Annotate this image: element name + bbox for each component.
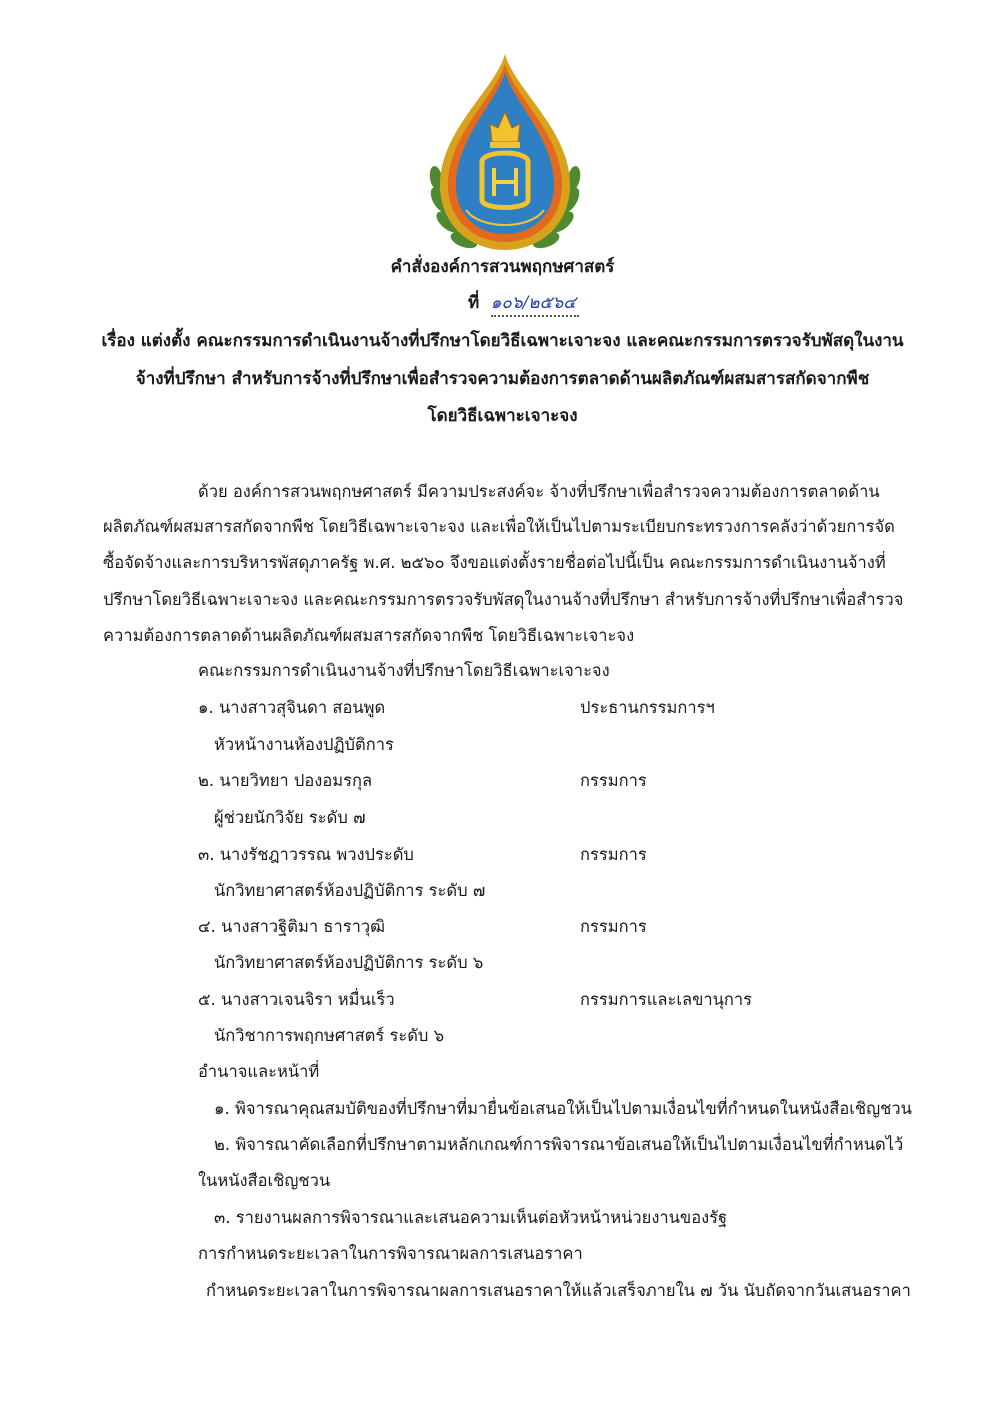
member-5-position: นักวิชาการพฤกษศาสตร์ ระดับ ๖ (214, 1026, 445, 1045)
duty-2-continued: ในหนังสือเชิญชวน (198, 1171, 331, 1190)
intro-line-2: ผลิตภัณฑ์ผสมสารสกัดจากพืช โดยวิธีเฉพาะเจาะจง และเพื่อให้เป็นไปตามระเบียบกระทรวงการคลังว่าด้วยการจัด (103, 517, 895, 536)
timeframe-text: กำหนดระยะเวลาในการพิจารณาผลการเสนอราคาให้แล้วเสร็จภายใน ๗ วัน นับถัดจากวันเสนอราคา (206, 1281, 911, 1300)
duty-1: ๑. พิจารณาคุณสมบัติของที่ปรึกษาที่มายื่นข้อเสนอให้เป็นไปตามเงื่อนไขที่กำหนดในหนังสือเชิญชวน (214, 1099, 912, 1118)
order-number-value: ๑๐๖/๒๕๖๔ (491, 291, 579, 317)
subject-line-1: เรื่อง แต่งตั้ง คณะกรรมการดำเนินงานจ้างที่ปรึกษาโดยวิธีเฉพาะเจาะจง และคณะกรรมการตรวจรับพัสดุในงาน (101, 331, 904, 351)
member-3-name: ๓. นางรัชฎาวรรณ พวงประดับ (198, 845, 414, 864)
subject-line-2: จ้างที่ปรึกษา สำหรับการจ้างที่ปรึกษาเพื่อสำรวจความต้องการตลาดด้านผลิตภัณฑ์ผสมสารสกัดจากพืช (135, 369, 870, 389)
member-4-role: กรรมการ (580, 917, 647, 936)
order-title: คำสั่งองค์การสวนพฤกษศาสตร์ (390, 257, 615, 277)
duty-2: ๒. พิจารณาคัดเลือกที่ปรึกษาตามหลักเกณฑ์การพิจารณาข้อเสนอให้เป็นไปตามเงื่อนไขที่กำหนดไว้ (214, 1135, 904, 1154)
timeframe-heading: การกำหนดระยะเวลาในการพิจารณาผลการเสนอราคา (198, 1244, 583, 1263)
duties-heading: อำนาจและหน้าที่ (198, 1062, 320, 1081)
committee-heading: คณะกรรมการดำเนินงานจ้างที่ปรึกษาโดยวิธีเฉพาะเจาะจง (198, 661, 610, 680)
order-number (468, 291, 579, 317)
member-1-name: ๑. นางสาวสุจินดา สอนพูด (198, 698, 386, 717)
order-number-label: ที่ (468, 293, 480, 313)
intro-line-4: ปรึกษาโดยวิธีเฉพาะเจาะจง และคณะกรรมการตรวจรับพัสดุในงานจ้างที่ปรึกษา สำหรับการจ้างที่ปรึกษาเพื่อสำรวจ (103, 590, 904, 609)
member-2-role: กรรมการ (580, 771, 647, 790)
member-2-position: ผู้ช่วยนักวิจัย ระดับ ๗ (214, 808, 366, 827)
member-4-name: ๔. นางสาวฐิติมา ธาราวุฒิ (198, 917, 386, 936)
intro-line-1: ด้วย องค์การสวนพฤกษศาสตร์ มีความประสงค์จะ จ้างที่ปรึกษาเพื่อสำรวจความต้องการตลาดด้าน (198, 482, 880, 501)
member-4-position: นักวิทยาศาสตร์ห้องปฏิบัติการ ระดับ ๖ (214, 953, 484, 972)
member-3-position: นักวิทยาศาสตร์ห้องปฏิบัติการ ระดับ ๗ (214, 881, 486, 900)
intro-line-3: ซื้อจัดจ้างและการบริหารพัสดุภาครัฐ พ.ศ. ๒๕๖๐ จึงขอแต่งตั้งรายชื่อต่อไปนี้เป็น คณะกรรมการดำเนินงานจ้างที่ (103, 553, 886, 572)
member-5-role: กรรมการและเลขานุการ (580, 990, 753, 1009)
botanical-garden-emblem-icon (420, 50, 590, 260)
member-1-position: หัวหน้างานห้องปฏิบัติการ (214, 735, 394, 754)
member-2-name: ๒. นายวิทยา ปองอมรกุล (198, 771, 373, 790)
subject-line-3: โดยวิธีเฉพาะเจาะจง (427, 406, 578, 426)
intro-line-5: ความต้องการตลาดด้านผลิตภัณฑ์ผสมสารสกัดจากพืช โดยวิธีเฉพาะเจาะจง (103, 626, 635, 645)
member-5-name: ๕. นางสาวเจนจิรา หมื่นเร็ว (198, 990, 395, 1009)
member-1-role: ประธานกรรมการฯ (580, 698, 715, 717)
duty-3: ๓. รายงานผลการพิจารณาและเสนอความเห็นต่อหัวหน้าหน่วยงานของรัฐ (214, 1208, 728, 1227)
member-3-role: กรรมการ (580, 845, 647, 864)
